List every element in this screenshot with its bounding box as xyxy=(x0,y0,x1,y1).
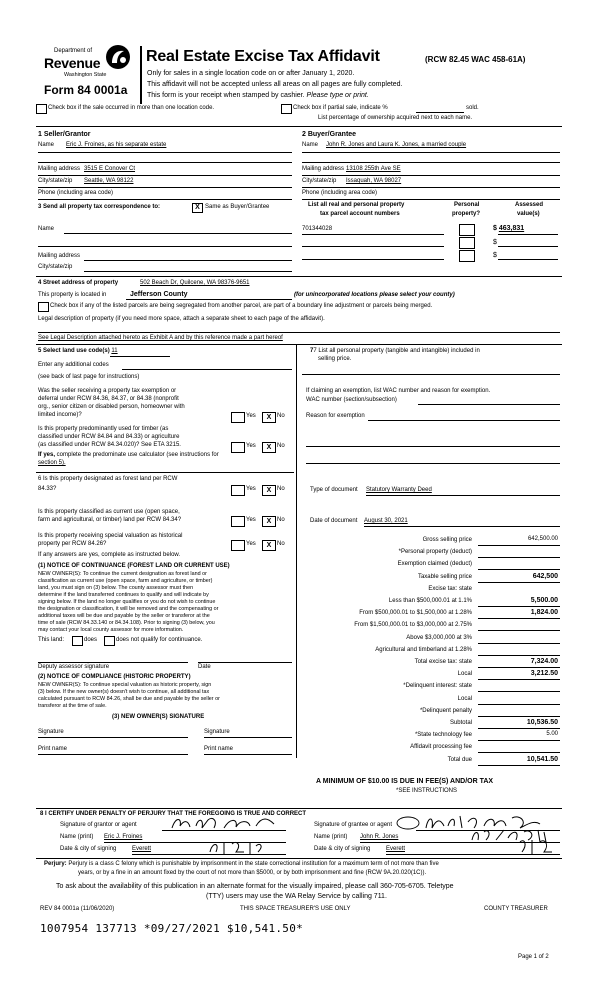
personal-property-checkbox-2[interactable] xyxy=(459,237,475,249)
exemption-reason-field[interactable] xyxy=(368,420,560,421)
parcel-col-header-2b: property? xyxy=(452,211,481,217)
timber-no-label: No xyxy=(277,443,285,449)
see-instructions: *SEE INSTRUCTIONS xyxy=(396,788,458,794)
assessed-value-3[interactable] xyxy=(498,259,558,260)
see-back-note: (see back of last page for instructions) xyxy=(38,374,140,380)
grantee-date-handwriting-icon xyxy=(516,836,560,856)
grantor-date-handwriting-icon xyxy=(206,838,266,856)
grantee-signature-label: Signature of grantee or agent xyxy=(314,822,393,828)
tax-row-label: Affidavit processing fee xyxy=(410,744,472,750)
same-as-buyer-label: Same as Buyer/Grantee xyxy=(205,204,270,210)
rcw-reference: (RCW 82.45 WAC 458-61A) xyxy=(425,55,526,64)
tax-row-label: *Delinquent interest: state xyxy=(403,683,472,689)
dept-name: Revenue xyxy=(44,55,101,71)
dept-label: Department of xyxy=(54,48,93,54)
owner-print-field-2[interactable] xyxy=(204,754,292,755)
section3-mail-label: Mailing address xyxy=(38,253,81,259)
instruction-line-2: This affidavit will not be accepted unless all areas on all pages are fully completed. xyxy=(147,81,403,88)
continuance-text-7: additional taxes will be due and payable by the seller or transferor at the xyxy=(38,613,210,619)
treasurer-only-label: THIS SPACE TREASURER'S USE ONLY xyxy=(240,906,351,912)
buyer-phone-label: Phone (including area code) xyxy=(302,190,378,196)
continuance-text-6: the designation or classification, it will be removed and the compensating or xyxy=(38,606,219,612)
parcel-col-header-1b: tax parcel account numbers xyxy=(320,211,400,217)
perjury-notice-1: Perjury: Perjury is a class C felony which is punishable by imprisonment in the state correctional institution for a maximum term of not more than five xyxy=(44,861,439,867)
located-label: This property is located in xyxy=(38,292,107,298)
tax-row-label: From $500,000.01 to $1,500,000 at 1.28% xyxy=(359,610,472,616)
owner-signature-field-2[interactable] xyxy=(204,737,292,738)
tax-row-label: *Delinquent penalty xyxy=(419,708,472,714)
q-exemption-4: limited income)? xyxy=(38,412,82,418)
seller-phone-field[interactable] xyxy=(38,199,292,200)
certify-statement: 8 I CERTIFY UNDER PENALTY OF PERJURY THAT THE FOREGOING IS TRUE AND CORRECT xyxy=(40,811,307,817)
section3-label: 3 Send all property tax correspondence to: xyxy=(38,204,161,210)
wac-number-field[interactable] xyxy=(418,404,560,405)
seller-heading: 1 Seller/Grantor xyxy=(38,131,91,138)
tax-row-value[interactable]: 3,212.50 xyxy=(530,670,558,677)
continuance-text-9: may contact your local county assessor for more information. xyxy=(38,627,184,633)
land-does-label: does xyxy=(84,637,98,643)
partial-sale-label: Check box if partial sale, indicate % xyxy=(293,105,388,111)
tax-row-label: Excise tax: state xyxy=(428,586,472,592)
treasurer-stamp: 1007954 137713 *09/27/2021 $10,541.50* xyxy=(40,922,304,935)
forest-yes-checkbox[interactable] xyxy=(231,485,245,496)
seller-mail-label: Mailing address xyxy=(38,166,81,172)
historic-text-3: calculated pursuant to RCW 84.26, shall be due and payable by the seller or xyxy=(38,696,220,702)
if-yes-note: If yes, complete the predominate use calculator (see instructions for xyxy=(38,452,219,458)
continuance-text-4: determine if the land transferred continues to qualify and will indicate by xyxy=(38,592,209,598)
continuance-text-3: land, you must sign on (3) below. The county assessor must then xyxy=(38,585,194,591)
land-does-not-checkbox[interactable] xyxy=(104,636,115,646)
tax-row-label: Less than $500,000.01 at 1.1% xyxy=(388,598,472,604)
revision-id: REV 84 0001a (11/06/2020) xyxy=(40,906,115,912)
buyer-name-field[interactable]: John R. Jones and Laura K. Jones, a married couple xyxy=(326,142,467,148)
tax-row-label: Gross selling price xyxy=(422,537,472,543)
q-historic-2: property per RCW 84.26? xyxy=(38,541,107,547)
owner-print-label-1: Print name xyxy=(38,746,68,752)
tax-row-label: Exemption claimed (deduct) xyxy=(397,561,472,567)
forest-no-label: No xyxy=(277,486,285,492)
assessed-dollar-3: $ xyxy=(493,252,497,259)
tax-row-label: Total excise tax: state xyxy=(414,659,472,665)
street-field[interactable]: 502 Beach Dr, Quilcene, WA 98376-9651 xyxy=(140,280,250,286)
land-use-label: 5 Select land use code(s) 11 xyxy=(38,348,118,354)
q-exemption-3: org., senior citizen or disabled person, homeowner with xyxy=(38,404,185,410)
grantee-date-label: Date & city of signing xyxy=(314,846,371,852)
timber-no-checkbox[interactable]: X xyxy=(262,442,276,453)
revenue-logo-icon xyxy=(105,44,131,70)
forest-no-checkbox[interactable]: X xyxy=(262,485,276,496)
additional-codes-field[interactable] xyxy=(122,369,292,370)
tax-row-label: Subtotal xyxy=(449,720,472,726)
historic-notice-heading: (2) NOTICE OF COMPLIANCE (HISTORIC PROPERTY) xyxy=(38,674,191,680)
tax-row-label: *State technology fee xyxy=(414,732,472,738)
grantee-city-field[interactable]: Everett xyxy=(386,846,406,852)
buyer-city-field[interactable]: Issaquah, WA 98027 xyxy=(346,178,402,184)
partial-note: List percentage of ownership acquired next to each name. xyxy=(318,115,473,121)
tax-row-label: Local xyxy=(457,696,472,702)
tax-row-label: Total due xyxy=(447,757,472,763)
tax-row-label: Taxable selling price xyxy=(417,574,472,580)
grantor-signature-label: Signature of grantor or agent xyxy=(60,822,137,828)
continuance-text-2: classification as current use (open space, farm and agriculture, or timber) xyxy=(38,578,213,584)
section3-name-field[interactable] xyxy=(64,233,292,234)
current-use-yes-checkbox[interactable] xyxy=(231,516,245,527)
historic-yes-checkbox[interactable] xyxy=(231,540,245,551)
q-timber-3: (as classified under RCW 84.34.020)? See ETA 3215. xyxy=(38,442,181,448)
deputy-signature-field[interactable] xyxy=(38,662,188,663)
minimum-fee-notice: A MINIMUM OF $10.00 IS DUE IN FEE(S) AND/OR TAX xyxy=(316,778,494,785)
doc-date-field[interactable]: August 30, 2021 xyxy=(364,518,408,524)
parcel-number-1[interactable]: 701344028 xyxy=(302,226,333,232)
seller-mail-field[interactable]: 3515 E Conover Ct xyxy=(84,166,136,172)
section3-mail-field[interactable] xyxy=(84,260,292,261)
tax-row-value[interactable]: 1,824.00 xyxy=(530,609,558,616)
section3-city-label: City/state/zip xyxy=(38,264,73,270)
county-field[interactable]: Jefferson County xyxy=(130,291,188,298)
exemption-no-checkbox[interactable]: X xyxy=(262,412,276,423)
tax-row-label: Above $3,000,000 at 3% xyxy=(406,635,472,641)
personal-property-list-1: 77 List all personal property (tangible and intangible) included in xyxy=(310,348,480,354)
county-treasurer-label: COUNTY TREASURER xyxy=(484,906,548,912)
buyer-phone-field[interactable] xyxy=(302,199,560,200)
historic-text-4: transferor at the time of sale. xyxy=(38,703,107,709)
q-exemption-1: Was the seller receiving a property tax exemption or xyxy=(38,388,177,394)
street-label: 4 Street address of property xyxy=(38,280,119,286)
historic-text-2: (3) below. If the new owner(s) doesn't wish to continue, all additional tax xyxy=(38,689,210,695)
timber-yes-label: Yes xyxy=(246,443,256,449)
parcel-col-header-3b: value(s) xyxy=(517,211,540,217)
seller-name-field[interactable]: Eric J. Froines, as his separate estate xyxy=(66,142,167,148)
tax-row-label: *Personal property (deduct) xyxy=(398,549,472,555)
continuance-text-1: NEW OWNER(S): To continue the current designation as forest land or xyxy=(38,571,207,577)
same-as-buyer-checkbox[interactable]: X xyxy=(192,203,203,213)
segregated-checkbox[interactable] xyxy=(38,302,49,312)
seller-city-field[interactable]: Seattle, WA 98122 xyxy=(84,178,134,184)
segregated-label: Check box if any of the listed parcels are being segregated from another parcel, are part of a boundary line adjustment or parcels being merged. xyxy=(50,303,433,309)
deputy-date-label: Date xyxy=(198,664,211,670)
buyer-mail-label: Mailing address xyxy=(302,166,345,172)
seller-city-label: City/state/zip xyxy=(38,178,73,184)
tax-row-label: From $1,500,000.01 to $3,000,000 at 2.75% xyxy=(354,622,472,628)
current-use-no-checkbox[interactable]: X xyxy=(262,516,276,527)
alt-format-1: To ask about the availability of this publication in an alternate format for the visually impaired, please call 360-705-6705. Teletype xyxy=(56,883,454,890)
buyer-mail-field[interactable]: 13108 255th Ave SE xyxy=(346,166,401,172)
tax-row-value[interactable]: 10,541.50 xyxy=(526,756,558,763)
tax-row-label: Local xyxy=(457,671,472,677)
tax-row-label: Agricultural and timberland at 1.28% xyxy=(375,647,472,653)
historic-text-1: NEW OWNER(S): To continue special valuation as historic property, sign xyxy=(38,682,212,688)
parcel-col-header-3a: Assessed xyxy=(515,202,544,208)
q-current-use-1: Is this property classified as current use (open space, xyxy=(38,509,180,515)
timber-yes-checkbox[interactable] xyxy=(231,442,245,453)
continuance-text-5: signing below. If the land no longer qualifies or you do not wish to continue xyxy=(38,599,216,605)
page-title: Real Estate Excise Tax Affidavit xyxy=(146,48,380,65)
tax-row-value[interactable]: 642,500 xyxy=(532,573,558,580)
legal-description-field[interactable]: See Legal Description attached hereto as Exhibit A and by this reference made a part hereof xyxy=(38,335,283,341)
multi-location-label: Check box if the sale occurred in more than one location code. xyxy=(48,105,215,111)
county-note: (for unincorporated locations please select your county) xyxy=(294,292,455,298)
buyer-heading: 2 Buyer/Grantee xyxy=(302,131,357,138)
continuance-heading: (1) NOTICE OF CONTINUANCE (FOREST LAND OR CURRENT USE) xyxy=(38,563,230,569)
exemption-reason-label: Reason for exemption xyxy=(306,413,365,419)
if-yes-note-2: section 5). xyxy=(38,460,66,466)
forest-yes-label: Yes xyxy=(246,486,256,492)
land-does-checkbox[interactable] xyxy=(72,636,83,646)
instruction-line-1: Only for sales in a single location code on or after January 1, 2020. xyxy=(147,70,355,77)
historic-no-checkbox[interactable]: X xyxy=(262,540,276,551)
tax-row-value[interactable]: 642,500.00 xyxy=(527,536,558,542)
partial-percent-field[interactable] xyxy=(416,112,464,113)
seller-phone-label: Phone (including area code) xyxy=(38,190,114,196)
instruction-line-3: This form is your receipt when stamped by cashier. Please type or print. xyxy=(147,92,369,99)
q-forest-1: 6 Is this property designated as forest land per RCW xyxy=(38,476,178,482)
exemption-yes-checkbox[interactable] xyxy=(231,412,245,423)
owner-print-field-1[interactable] xyxy=(38,754,188,755)
q-timber-1: Is this property predominantly used for timber (as xyxy=(38,426,169,432)
parcel-col-header-1a: List all real and personal property xyxy=(308,202,405,208)
doc-type-field[interactable]: Statutory Warranty Deed xyxy=(366,487,432,493)
q-forest-2: 84.33? xyxy=(38,486,57,492)
owner-signature-heading: (3) NEW OWNER(S) SIGNATURE xyxy=(112,714,205,720)
assessed-value-2[interactable] xyxy=(498,246,558,247)
form-id: Form 84 0001a xyxy=(44,83,128,97)
legal-label: Legal description of property (if you need more space, attach a separate sheet to each page of the affidavit). xyxy=(38,316,325,322)
owner-sig-label-2: Signature xyxy=(204,729,230,735)
buyer-name-label: Name xyxy=(302,142,319,148)
dept-state: Washington State xyxy=(64,72,107,78)
exemption-claim-2: WAC number (section/subsection) xyxy=(306,397,397,403)
additional-codes-label: Enter any additional codes xyxy=(38,362,109,368)
owner-signature-field-1[interactable] xyxy=(38,737,188,738)
parcel-col-header-2a: Personal xyxy=(454,202,480,208)
historic-yes-label: Yes xyxy=(246,541,256,547)
land-use-code-field[interactable] xyxy=(110,356,170,357)
exemption-no-label: No xyxy=(277,413,285,419)
section3-name-label: Name xyxy=(38,226,55,232)
personal-property-checkbox-1[interactable] xyxy=(459,224,475,236)
owner-sig-label-1: Signature xyxy=(38,729,64,735)
q-historic-1: Is this property receiving special valuation as historical xyxy=(38,533,183,539)
grantor-signature-scribble-icon xyxy=(170,814,280,832)
agent-circle-mark-icon xyxy=(396,816,420,830)
grantor-name-field[interactable]: Eric J. Froines xyxy=(104,834,143,840)
current-use-no-label: No xyxy=(277,517,285,523)
q-exemption-2: deferral under RCW 84.36, 84.37, or 84.38 (nonprofit xyxy=(38,396,179,402)
doc-date-label: Date of document xyxy=(310,518,358,524)
assessed-dollar-2: $ xyxy=(493,239,497,246)
historic-no-label: No xyxy=(277,541,285,547)
assessed-value-1[interactable]: $ 463,831 xyxy=(493,225,525,232)
multi-location-checkbox[interactable] xyxy=(36,104,47,114)
alt-format-2: (TTY) users may use the WA Relay Service by calling 711. xyxy=(206,893,387,900)
doc-type-label: Type of document xyxy=(310,487,358,493)
this-land-label: This land: xyxy=(38,637,65,643)
grantor-date-label: Date & city of signing xyxy=(60,846,117,852)
exemption-claim-1: If claiming an exemption, list WAC number and reason for exemption. xyxy=(306,388,491,394)
tax-row-value[interactable]: 10,536.50 xyxy=(526,719,558,726)
grantor-name-label: Name (print) xyxy=(60,834,94,840)
deputy-date-field[interactable] xyxy=(198,662,292,663)
owner-print-label-2: Print name xyxy=(204,746,234,752)
personal-property-list-2: selling price. xyxy=(318,356,352,362)
grantor-city-field[interactable]: Everett xyxy=(132,846,152,852)
perjury-notice-2: years, or by a fine in an amount fixed by the court of not more than $5000, or by both imprisonment and fine (RCW 9A.20.020(1C)). xyxy=(78,870,427,876)
continuance-text-8: time of sale (RCW 84.33.140 or 84.34.108). Prior to signing (3) below, you xyxy=(38,620,215,626)
answers-note: If any answers are yes, complete as instructed below. xyxy=(38,552,181,558)
tax-row-value[interactable]: 5,500.00 xyxy=(530,597,558,604)
exemption-yes-label: Yes xyxy=(246,413,256,419)
page-number: Page 1 of 2 xyxy=(518,954,549,960)
tax-row-value[interactable]: 7,324.00 xyxy=(530,658,558,665)
personal-property-checkbox-3[interactable] xyxy=(459,250,475,262)
seller-name-label: Name xyxy=(38,142,55,148)
land-does-not-label: does not qualify for continuance. xyxy=(116,637,203,643)
deputy-label: Deputy assessor signature xyxy=(38,664,110,670)
current-use-yes-label: Yes xyxy=(246,517,256,523)
buyer-city-label: City/state/zip xyxy=(302,178,337,184)
q-timber-2: classified under RCW 84.84 and 84.33) or agriculture xyxy=(38,434,180,440)
grantee-name-field[interactable]: John R. Jones xyxy=(360,834,399,840)
section3-city-field[interactable] xyxy=(84,271,292,272)
sold-label: sold. xyxy=(466,105,479,111)
grantee-name-label: Name (print) xyxy=(314,834,348,840)
q-current-use-2: farm and agricultural, or timber) land per RCW 84.34? xyxy=(38,517,182,523)
partial-sale-checkbox[interactable] xyxy=(281,104,292,114)
tax-row-value[interactable]: 5.00 xyxy=(546,731,558,737)
